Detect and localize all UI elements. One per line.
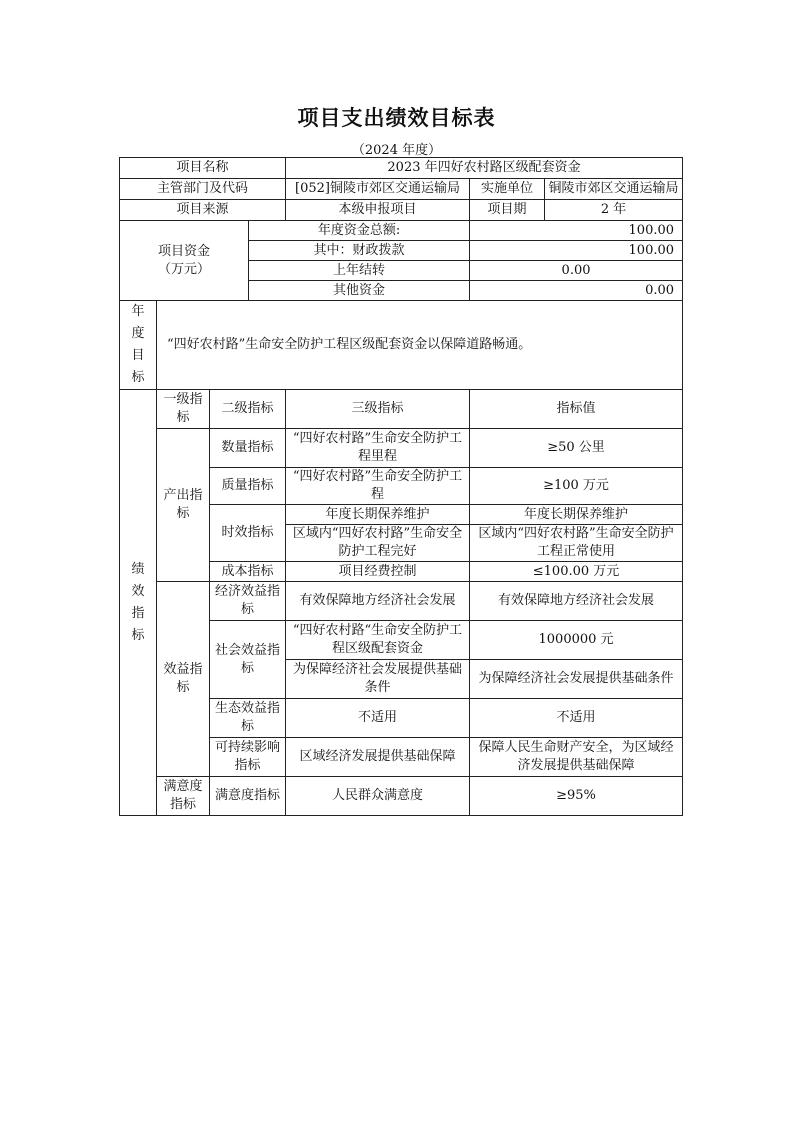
social-label: 社会效益指标 [210, 621, 286, 699]
output-indicators-label: 产出指标 [157, 429, 210, 582]
annual-goal-label [120, 301, 157, 390]
quality-value: ≥100 万元 [470, 468, 683, 505]
implementing-unit-value: 铜陵市郊区交通运输局 [545, 179, 683, 200]
project-period-value: 2 年 [545, 200, 683, 221]
funds-total-value: 100.00 [470, 221, 683, 241]
funds-carry-value: 0.00 [470, 261, 683, 281]
economic-item: 有效保障地方经济社会发展 [286, 582, 470, 621]
project-name-value: 2023 年四好农村路区级配套资金 [286, 158, 683, 179]
annual-goal-char: 年 [131, 304, 145, 319]
timeliness-value-1: 年度长期保养维护 [470, 505, 683, 525]
performance-char: 标 [131, 627, 145, 643]
header-value: 指标值 [470, 390, 683, 429]
department-value: [052]铜陵市郊区交通运输局 [286, 179, 470, 200]
ecological-label: 生态效益指标 [210, 699, 286, 738]
quality-item: “四好农村路”生命安全防护工程 [286, 468, 470, 505]
row-quantity [120, 429, 683, 468]
sustainable-value: 保障人民生命财产安全，为区域经济发展提供基础保障 [470, 738, 683, 777]
quantity-label: 数量指标 [210, 429, 286, 468]
benefit-indicators-label: 效益指标 [157, 582, 210, 777]
timeliness-value-2: 区域内“四好农村路”生命安全防护工程正常使用 [470, 525, 683, 562]
header-level1: 一级指标 [157, 390, 210, 429]
timeliness-item-2: 区域内“四好农村路”生命安全防护工程完好 [286, 525, 470, 562]
performance-char: 指 [131, 605, 145, 621]
funds-other-label: 其他资金 [249, 281, 470, 301]
performance-goal-table [119, 157, 683, 816]
header-level2: 二级指标 [210, 390, 286, 429]
row-project-name [120, 158, 683, 179]
quality-label: 质量指标 [210, 468, 286, 505]
project-name-label: 项目名称 [120, 158, 286, 179]
social-value-2: 为保障经济社会发展提供基础条件 [470, 660, 683, 699]
row-department [120, 179, 683, 200]
department-label: 主管部门及代码 [120, 179, 286, 200]
timeliness-item-1: 年度长期保养维护 [286, 505, 470, 525]
implementing-unit-label: 实施单位 [470, 179, 545, 200]
page-title: 项目支出绩效目标表 [297, 106, 496, 130]
ecological-value: 不适用 [470, 699, 683, 738]
funds-other-value: 0.00 [470, 281, 683, 301]
funds-carry-label: 上年结转 [249, 261, 470, 281]
funds-label-line1: 项目资金 [157, 243, 210, 259]
economic-label: 经济效益指标 [210, 582, 286, 621]
social-item-2: 为保障经济社会发展提供基础条件 [286, 660, 470, 699]
quantity-item: “四好农村路”生命安全防护工程里程 [286, 429, 470, 468]
cost-item: 项目经费控制 [286, 562, 470, 582]
row-satisfaction [120, 777, 683, 816]
project-source-value: 本级申报项目 [286, 200, 470, 221]
row-source [120, 200, 683, 221]
funds-total-label: 年度资金总额: [249, 221, 470, 241]
sustainable-label: 可持续影响指标 [210, 738, 286, 777]
social-value-1: 1000000 元 [470, 621, 683, 660]
funds-fiscal-value: 100.00 [470, 241, 683, 261]
performance-char: 绩 [131, 561, 145, 577]
header-level3: 三级指标 [286, 390, 470, 429]
satisfaction-label: 满意度指标 [157, 777, 210, 816]
project-source-label: 项目来源 [120, 200, 286, 221]
cost-value: ≤100.00 万元 [470, 562, 683, 582]
timeliness-label: 时效指标 [210, 505, 286, 562]
funds-fiscal-label: 其中：财政拨款 [249, 241, 470, 261]
row-indicator-header [120, 390, 683, 429]
social-item-1: “四好农村路“生命安全防护工程区级配套资金 [286, 621, 470, 660]
funds-label [120, 221, 249, 301]
quantity-value: ≥50 公里 [470, 429, 683, 468]
annual-goal-char: 标 [131, 370, 145, 385]
project-period-label: 项目期 [470, 200, 545, 221]
sustainable-item: 区域经济发展提供基础保障 [286, 738, 470, 777]
satisfaction-item: 人民群众满意度 [286, 777, 470, 816]
satisfaction-value: ≥95% [470, 777, 683, 816]
annual-goal-text: “四好农村路”生命安全防护工程区级配套资金以保障道路畅通。 [157, 301, 683, 390]
row-economic [120, 582, 683, 621]
economic-value: 有效保障地方经济社会发展 [470, 582, 683, 621]
row-annual-goal [120, 301, 683, 390]
satisfaction-sublabel: 满意度指标 [210, 777, 286, 816]
cost-label: 成本指标 [210, 562, 286, 582]
funds-label-line2: （万元） [157, 261, 210, 277]
annual-goal-char: 度 [131, 326, 145, 341]
row-funds-total [120, 221, 683, 241]
year-subtitle: （2024 年度） [351, 143, 442, 158]
performance-char: 效 [131, 583, 145, 599]
performance-indicators-label [120, 390, 157, 816]
annual-goal-char: 目 [131, 348, 145, 363]
ecological-item: 不适用 [286, 699, 470, 738]
